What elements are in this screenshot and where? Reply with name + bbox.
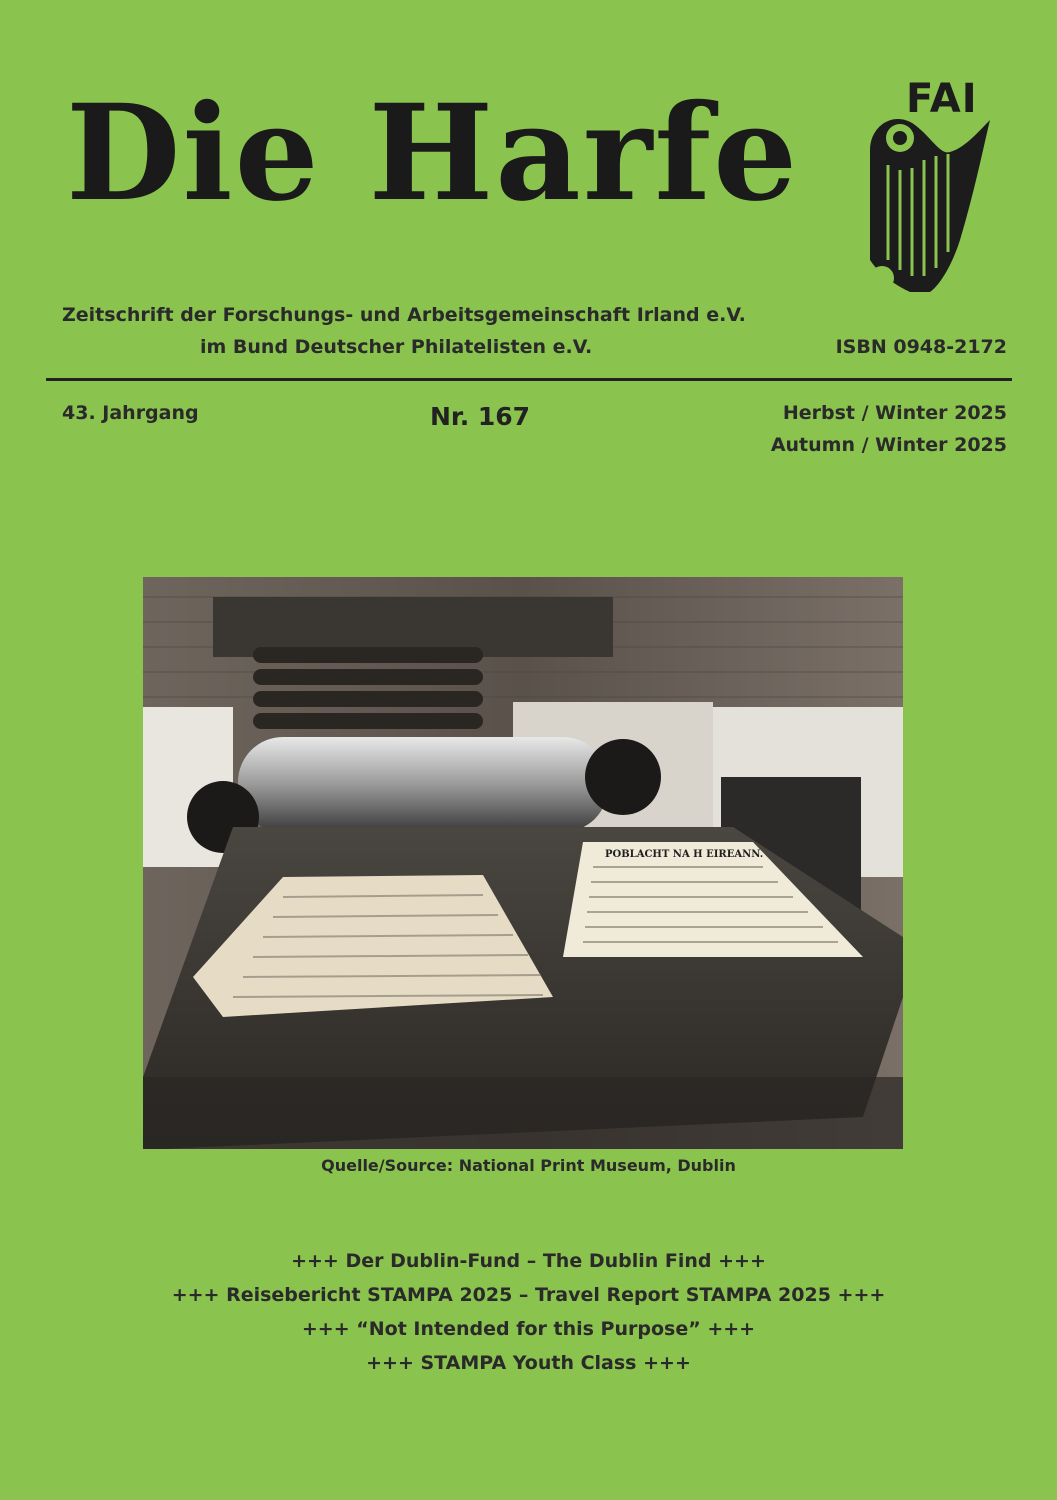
- headline-list: [0, 1244, 1057, 1380]
- season-german: Herbst / Winter 2025: [782, 402, 1007, 424]
- isbn: ISBN 0948-2172: [835, 336, 1007, 358]
- season-english: Autumn / Winter 2025: [770, 434, 1007, 456]
- fai-logo-text: FAI: [906, 76, 978, 122]
- association-line: im Bund Deutscher Philatelisten e.V.: [200, 336, 593, 358]
- publisher-line: Zeitschrift der Forschungs- und Arbeitsgemeinschaft Irland e.V.: [62, 304, 746, 326]
- headline-item: +++ Reisebericht STAMPA 2025 – Travel Report STAMPA 2025 +++: [171, 1284, 886, 1306]
- issue-number: Nr. 167: [430, 402, 531, 431]
- volume-label: 43. Jahrgang: [62, 402, 199, 424]
- header-divider: [46, 378, 1012, 381]
- headline-item: +++ Der Dublin-Fund – The Dublin Find +++: [291, 1250, 766, 1272]
- headline-item: +++ “Not Intended for this Purpose” +++: [301, 1318, 756, 1340]
- sheet-heading: POBLACHT NA H EIREANN.: [605, 849, 764, 860]
- headline-item: +++ STAMPA Youth Class +++: [366, 1352, 691, 1374]
- photo-caption: Quelle/Source: National Print Museum, Dublin: [321, 1156, 736, 1175]
- cover-photo: [143, 577, 903, 1149]
- masthead-title: Die Harfe: [66, 76, 800, 231]
